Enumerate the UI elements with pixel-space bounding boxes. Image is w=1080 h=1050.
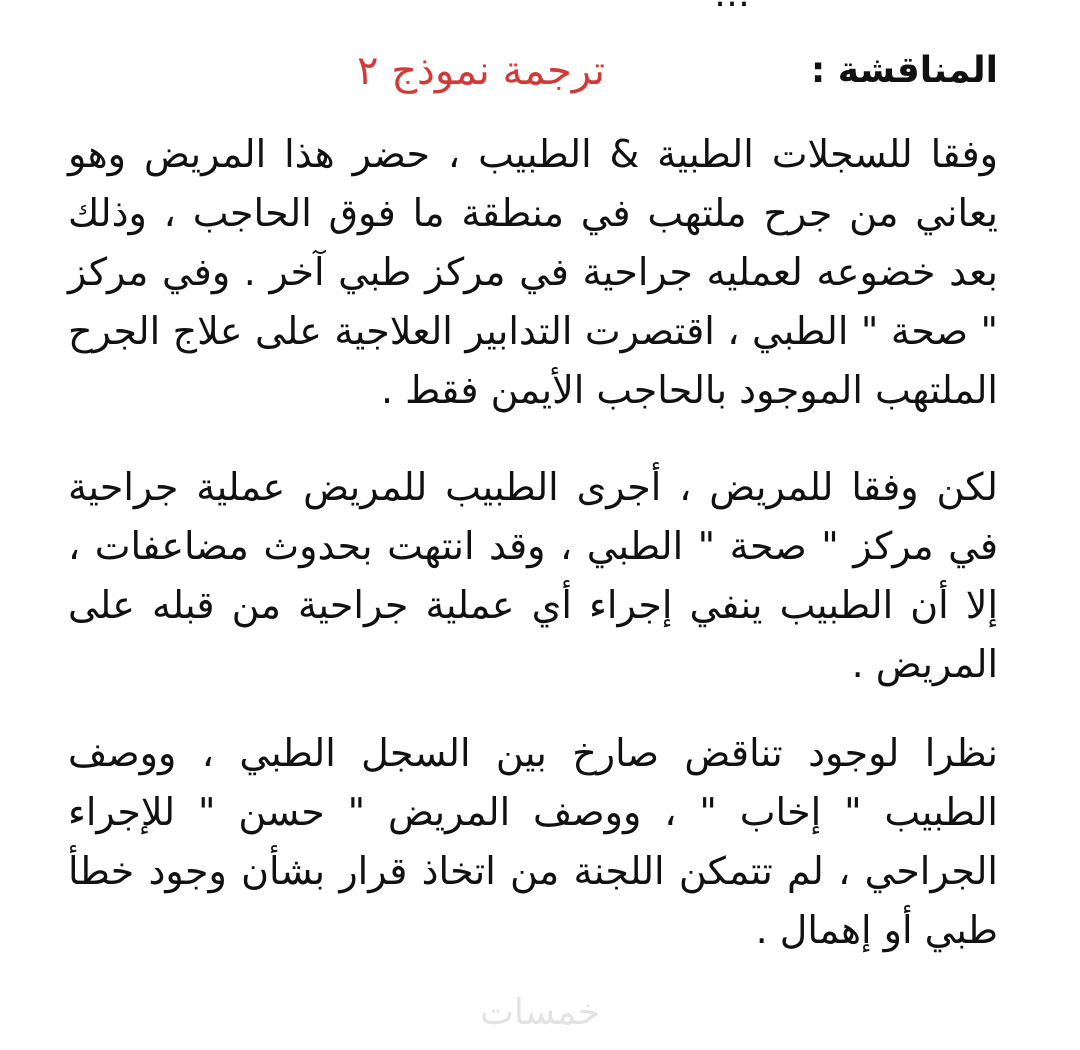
translation-title: ترجمة نموذج ٢ — [357, 48, 605, 94]
paragraph-patient-account: لكن وفقا للمريض ، أجرى الطبيب للمريض عملية جراحية في مركز " صحة " الطبي ، وقد انتهت بحدوث مضاعفات ، إلا أن الطبيب ينفي إجراء أي عملية جراحية من قبله على المريض . — [68, 465, 998, 686]
section-header — [60, 44, 998, 104]
discussion-heading: المناقشة : — [810, 50, 998, 91]
paragraph-medical-records: وفقا للسجلات الطبية & الطبيب ، حضر هذا المريض وهو يعاني من جرح ملتهب في منطقة ما فوق الحاجب ، وذلك بعد خضوعه لعمليه جراحية في مركز طبي آخر . وفي مركز " صحة " الطبي ، اقتصرت التدابير العلاجية على علاج الجرح الملتهب الموجود بالحاجب الأيمن فقط . — [68, 132, 998, 412]
watermark-logo: خمسات — [479, 992, 601, 1033]
paragraph-committee-conclusion: نظرا لوجود تناقض صارخ بين السجل الطبي ، ووصف الطبيب " إخاب " ، ووصف المريض " حسن " للإجراء الجراحي ، لم تتمكن اللجنة من اتخاذ قرار بشأن وجود خطأ طبي أو إهمال . — [68, 731, 998, 952]
cut-off-previous-line — [610, 0, 750, 8]
